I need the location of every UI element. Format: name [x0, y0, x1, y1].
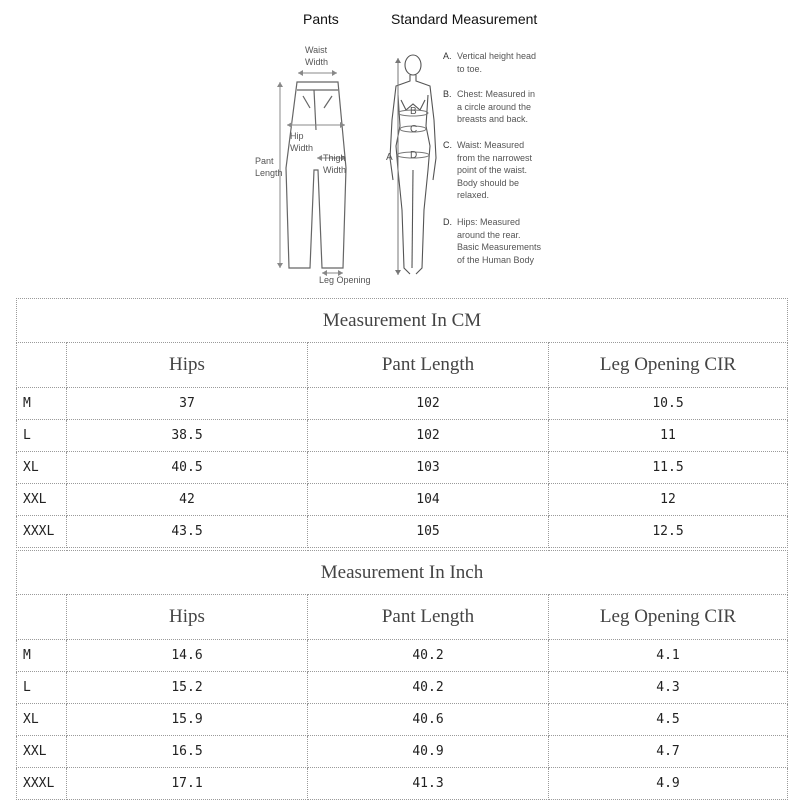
table-row: [17, 640, 788, 672]
note-line: to toe.: [457, 63, 483, 74]
size-cell: XXXL: [17, 516, 67, 548]
column-header: Hips: [67, 595, 308, 640]
hip-width-label: [290, 130, 313, 154]
table-row: [17, 516, 788, 548]
table-row: [17, 704, 788, 736]
thigh-label-line: Width: [323, 165, 347, 175]
table-row: [17, 768, 788, 800]
table-cell: 40.6: [308, 704, 549, 736]
marker-d: D: [410, 150, 418, 161]
table-cell: 40.2: [308, 640, 549, 672]
column-header: Pant Length: [308, 595, 549, 640]
pant-length-label: [255, 155, 283, 179]
pant-length-label-line: Length: [255, 168, 283, 178]
column-header: Pant Length: [308, 343, 549, 388]
note-line: Body should be: [457, 177, 520, 188]
note-line: Waist: Measured: [457, 140, 525, 150]
table-cell: 15.9: [67, 704, 308, 736]
table-cell: 11.5: [549, 452, 788, 484]
table-cell: 12.5: [549, 516, 788, 548]
table-cell: 11: [549, 420, 788, 452]
note-c: [443, 139, 567, 202]
column-header: [17, 595, 67, 640]
column-header: [17, 343, 67, 388]
note-line: around the rear.: [457, 229, 521, 240]
note-key: C.: [443, 140, 452, 150]
table-cell: 105: [308, 516, 549, 548]
note-line: a circle around the: [457, 101, 532, 112]
size-cell: XXL: [17, 484, 67, 516]
size-cell: XXL: [17, 736, 67, 768]
table-row: [17, 484, 788, 516]
note-key: B.: [443, 89, 452, 99]
size-table-inch: [16, 550, 788, 800]
thigh-label-line: Thigh: [323, 153, 346, 163]
note-a: [443, 50, 567, 75]
table-cell: 40.5: [67, 452, 308, 484]
thigh-width-label: [323, 152, 346, 176]
size-table-cm: [16, 298, 788, 548]
size-cell: M: [17, 640, 67, 672]
table-cell: 37: [67, 388, 308, 420]
table-cell: 17.1: [67, 768, 308, 800]
note-line: from the narrowest: [457, 152, 533, 163]
pants-and-body-illustration: [0, 0, 800, 292]
note-line: Basic Measurements: [457, 242, 542, 252]
size-cell: L: [17, 420, 67, 452]
waist-label-line: Width: [305, 57, 329, 67]
table-cell: 40.2: [308, 672, 549, 704]
table-row: [17, 388, 788, 420]
note-key: A.: [443, 51, 452, 61]
note-key: D.: [443, 217, 452, 227]
note-line: of the Human Body: [457, 254, 535, 265]
size-cell: XL: [17, 452, 67, 484]
measurement-diagram: [0, 0, 800, 292]
marker-a: A: [386, 152, 393, 163]
table-row: [17, 452, 788, 484]
table-caption: Measurement In Inch: [17, 551, 788, 595]
table-cell: 14.6: [67, 640, 308, 672]
table-cell: 43.5: [67, 516, 308, 548]
table-row: [17, 736, 788, 768]
column-header: Leg Opening CIR: [549, 343, 788, 388]
note-d: [443, 216, 567, 266]
table-cell: 12: [549, 484, 788, 516]
table-cell: 10.5: [549, 388, 788, 420]
table-cell: 42: [67, 484, 308, 516]
size-cell: M: [17, 388, 67, 420]
table-cell: 41.3: [308, 768, 549, 800]
table-caption: Measurement In CM: [17, 299, 788, 343]
leg-opening-label: Leg Opening: [319, 275, 371, 285]
column-header: Hips: [67, 343, 308, 388]
table-cell: 4.3: [549, 672, 788, 704]
table-cell: 103: [308, 452, 549, 484]
size-cell: XXXL: [17, 768, 67, 800]
waist-label-line: Waist: [305, 45, 328, 55]
table-cell: 102: [308, 420, 549, 452]
table-cell: 4.9: [549, 768, 788, 800]
table-cell: 4.5: [549, 704, 788, 736]
table-cell: 40.9: [308, 736, 549, 768]
note-line: point of the waist.: [457, 165, 528, 175]
table-cell: 38.5: [67, 420, 308, 452]
note-line: Hips: Measured: [457, 217, 521, 227]
table-cell: 4.7: [549, 736, 788, 768]
table-cell: 104: [308, 484, 549, 516]
note-line: breasts and back.: [457, 114, 529, 124]
marker-b: B: [410, 106, 417, 117]
standard-measurement-title: Standard Measurement: [391, 11, 538, 27]
table-cell: 102: [308, 388, 549, 420]
table-row: [17, 420, 788, 452]
table-cell: 16.5: [67, 736, 308, 768]
note-line: Vertical height head: [457, 51, 537, 61]
note-b: [443, 88, 567, 126]
table-cell: 4.1: [549, 640, 788, 672]
note-line: relaxed.: [457, 190, 490, 200]
size-cell: L: [17, 672, 67, 704]
table-header-row: [17, 343, 788, 388]
table-cell: 15.2: [67, 672, 308, 704]
column-header: Leg Opening CIR: [549, 595, 788, 640]
marker-c: C: [410, 124, 418, 135]
pants-title: Pants: [303, 11, 339, 27]
table-header-row: [17, 595, 788, 640]
note-line: Chest: Measured in: [457, 89, 536, 99]
size-cell: XL: [17, 704, 67, 736]
waist-label: [305, 44, 328, 68]
table-row: [17, 672, 788, 704]
hip-label-line: Hip: [290, 131, 304, 141]
hip-label-line: Width: [290, 143, 314, 153]
pant-length-label-line: Pant: [255, 156, 274, 166]
